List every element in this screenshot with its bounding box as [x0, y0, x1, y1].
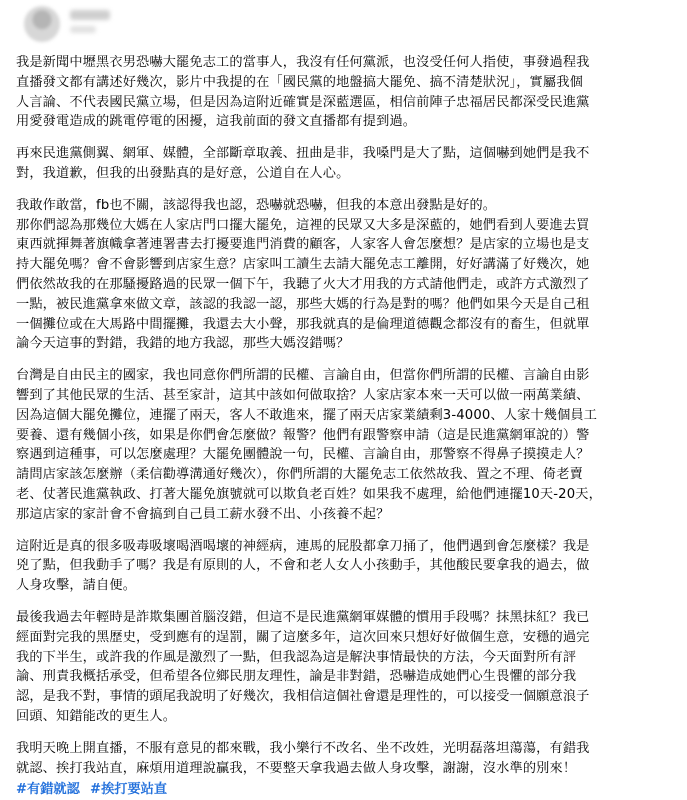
post-header: [14, 0, 673, 52]
author-name-redacted[interactable]: [70, 10, 110, 20]
post-meta-redacted: [70, 26, 96, 33]
paragraph-4: 那你們認為那幾位大媽在人家店門口擺大罷免，這裡的民眾又大多是深藍的，她們看到人要進去買 東西就揮舞著旗幟拿著連署書去打擾要進門消費的顧客，人家客人會怎麼想？是店家的立場也是支 持大罷免嗎？會不會影響到店家生意？店家叫工讀生去請大罷免志工離開，好好講滿了好幾次，她 們依然故我的在那騷擾路過的民眾一個下午，我聽了火大才用我的方式請他們走，或許方式激烈了 一點，被民進黨拿來做文章，該認的我認一認，那些大媽的行為是對的嗎？他們如果今天是自己租 一個攤位或在大馬路中間擺攤，我還去大小聲，那我就真的是倫理道德觀念都沒有的畜生，但就單 論今天這事的對錯，我錯的地方我認，那些大媽沒錯嗎？: [16, 217, 590, 352]
paragraph-7: 最後我過去年輕時是詐欺集團首腦沒錯，但這不是民進黨網軍媒體的慣用手段嗎？抹黑抹紅？我已 經面對完我的黑歷史，受到應有的逞罰，關了這麼多年，這次回來只想好好做個生意，安穩的過完 我的下半生，或許我的作風是激烈了一點，但我認為這是解決事情最快的方法，今天面對所有評 論、刑責我概括承受，但希望各位鄉民朋友理性，論是非對錯，恐嚇造成她們心生畏懼的部分我 認，是我不對，事情的頭尾我說明了好幾次，我相信這個社會還是理性的，可以接受一個願意浪子 回頭、知錯能改的更生人。: [16, 609, 590, 724]
hashtags: [16, 780, 671, 800]
hashtag-link[interactable]: #有錯就認: [16, 782, 80, 798]
paragraph-5: 台灣是自由民主的國家，我也同意你們所謂的民權、言論自由，但當你們所謂的民權、言論自由影 響到了其他民眾的生活、甚至家計，這其中該如何做取捨？人家店家本來一天可以做一兩萬業績、 因為這個大罷免攤位，連擺了兩天，客人不敢進來，擺了兩天店家業績剩3-4000、人家十幾個員工 要養、還有幾個小孩，如果是你們會怎麼做？報警？他們有跟警察申請（這是民進黨網軍說的）警 察遇到這種事，可以怎麼處理？大罷免團體說一句，民權、言論自由，那警察不得鼻子摸摸走人？ 請問店家該怎麼辦（柔信勸導溝通好幾次），你們所謂的大罷免志工依然故我、置之不理、倚老賣 老、仗著民進黨執政、打著大罷免旗號就可以欺負老百姓？如果我不處理，給他們連擺10天-20天， 那這店家的家計會不會搞到自己員工薪水發不出、小孩養不起？: [16, 368, 602, 522]
post-body: [16, 53, 671, 800]
hashtag-link[interactable]: #挨打要站直: [90, 782, 168, 798]
paragraph-1: 我是新聞中壢黑衣男恐嚇大罷免志工的當事人，我沒有任何黨派，也沒受任何人指使，事發過程我 直播發文都有講述好幾次，影片中我提的在「國民黨的地盤搞大罷免、搞不清楚狀況」，實屬我個 人言論、不代表國民黨立場，但是因為這附近確實是深藍選區，相信前陣子忠福居民都深受民進黨 用愛發電造成的跳電停電的困擾，這我前面的發文直播都有提到過。: [16, 55, 590, 130]
paragraph-8: 我明天晚上開直播，不服有意見的都來戰，我小樂行不改名、坐不改姓，光明磊落坦蕩蕩，有錯我 就認、挨打我站直，麻煩用道理說贏我，不要整天拿我過去做人身攻擊，謝謝，沒水準的別來！: [16, 740, 590, 776]
paragraph-3: 我敢作敢當，fb也不關，該認得我也認，恐嚇就恐嚇，但我的本意出發點是好的。: [16, 197, 497, 213]
paragraph-6: 這附近是真的很多吸毒吸壞喝酒喝壞的神經病，連馬的屁股都拿刀捅了，他們遇到會怎麼樣？我是 兇了點，但我動手了嗎？我是有原則的人，不會和老人女人小孩動手，其他酸民要拿我的過去，做 人身攻擊，請自便。: [16, 538, 590, 594]
avatar[interactable]: [24, 6, 60, 42]
paragraph-2: 再來民進黨側翼、網軍、媒體，全部斷章取義、扭曲是非，我嗓門是大了點，這個嚇到她們是我不 對，我道歉，但我的出發點真的是好意，公道自在人心。: [16, 146, 590, 181]
